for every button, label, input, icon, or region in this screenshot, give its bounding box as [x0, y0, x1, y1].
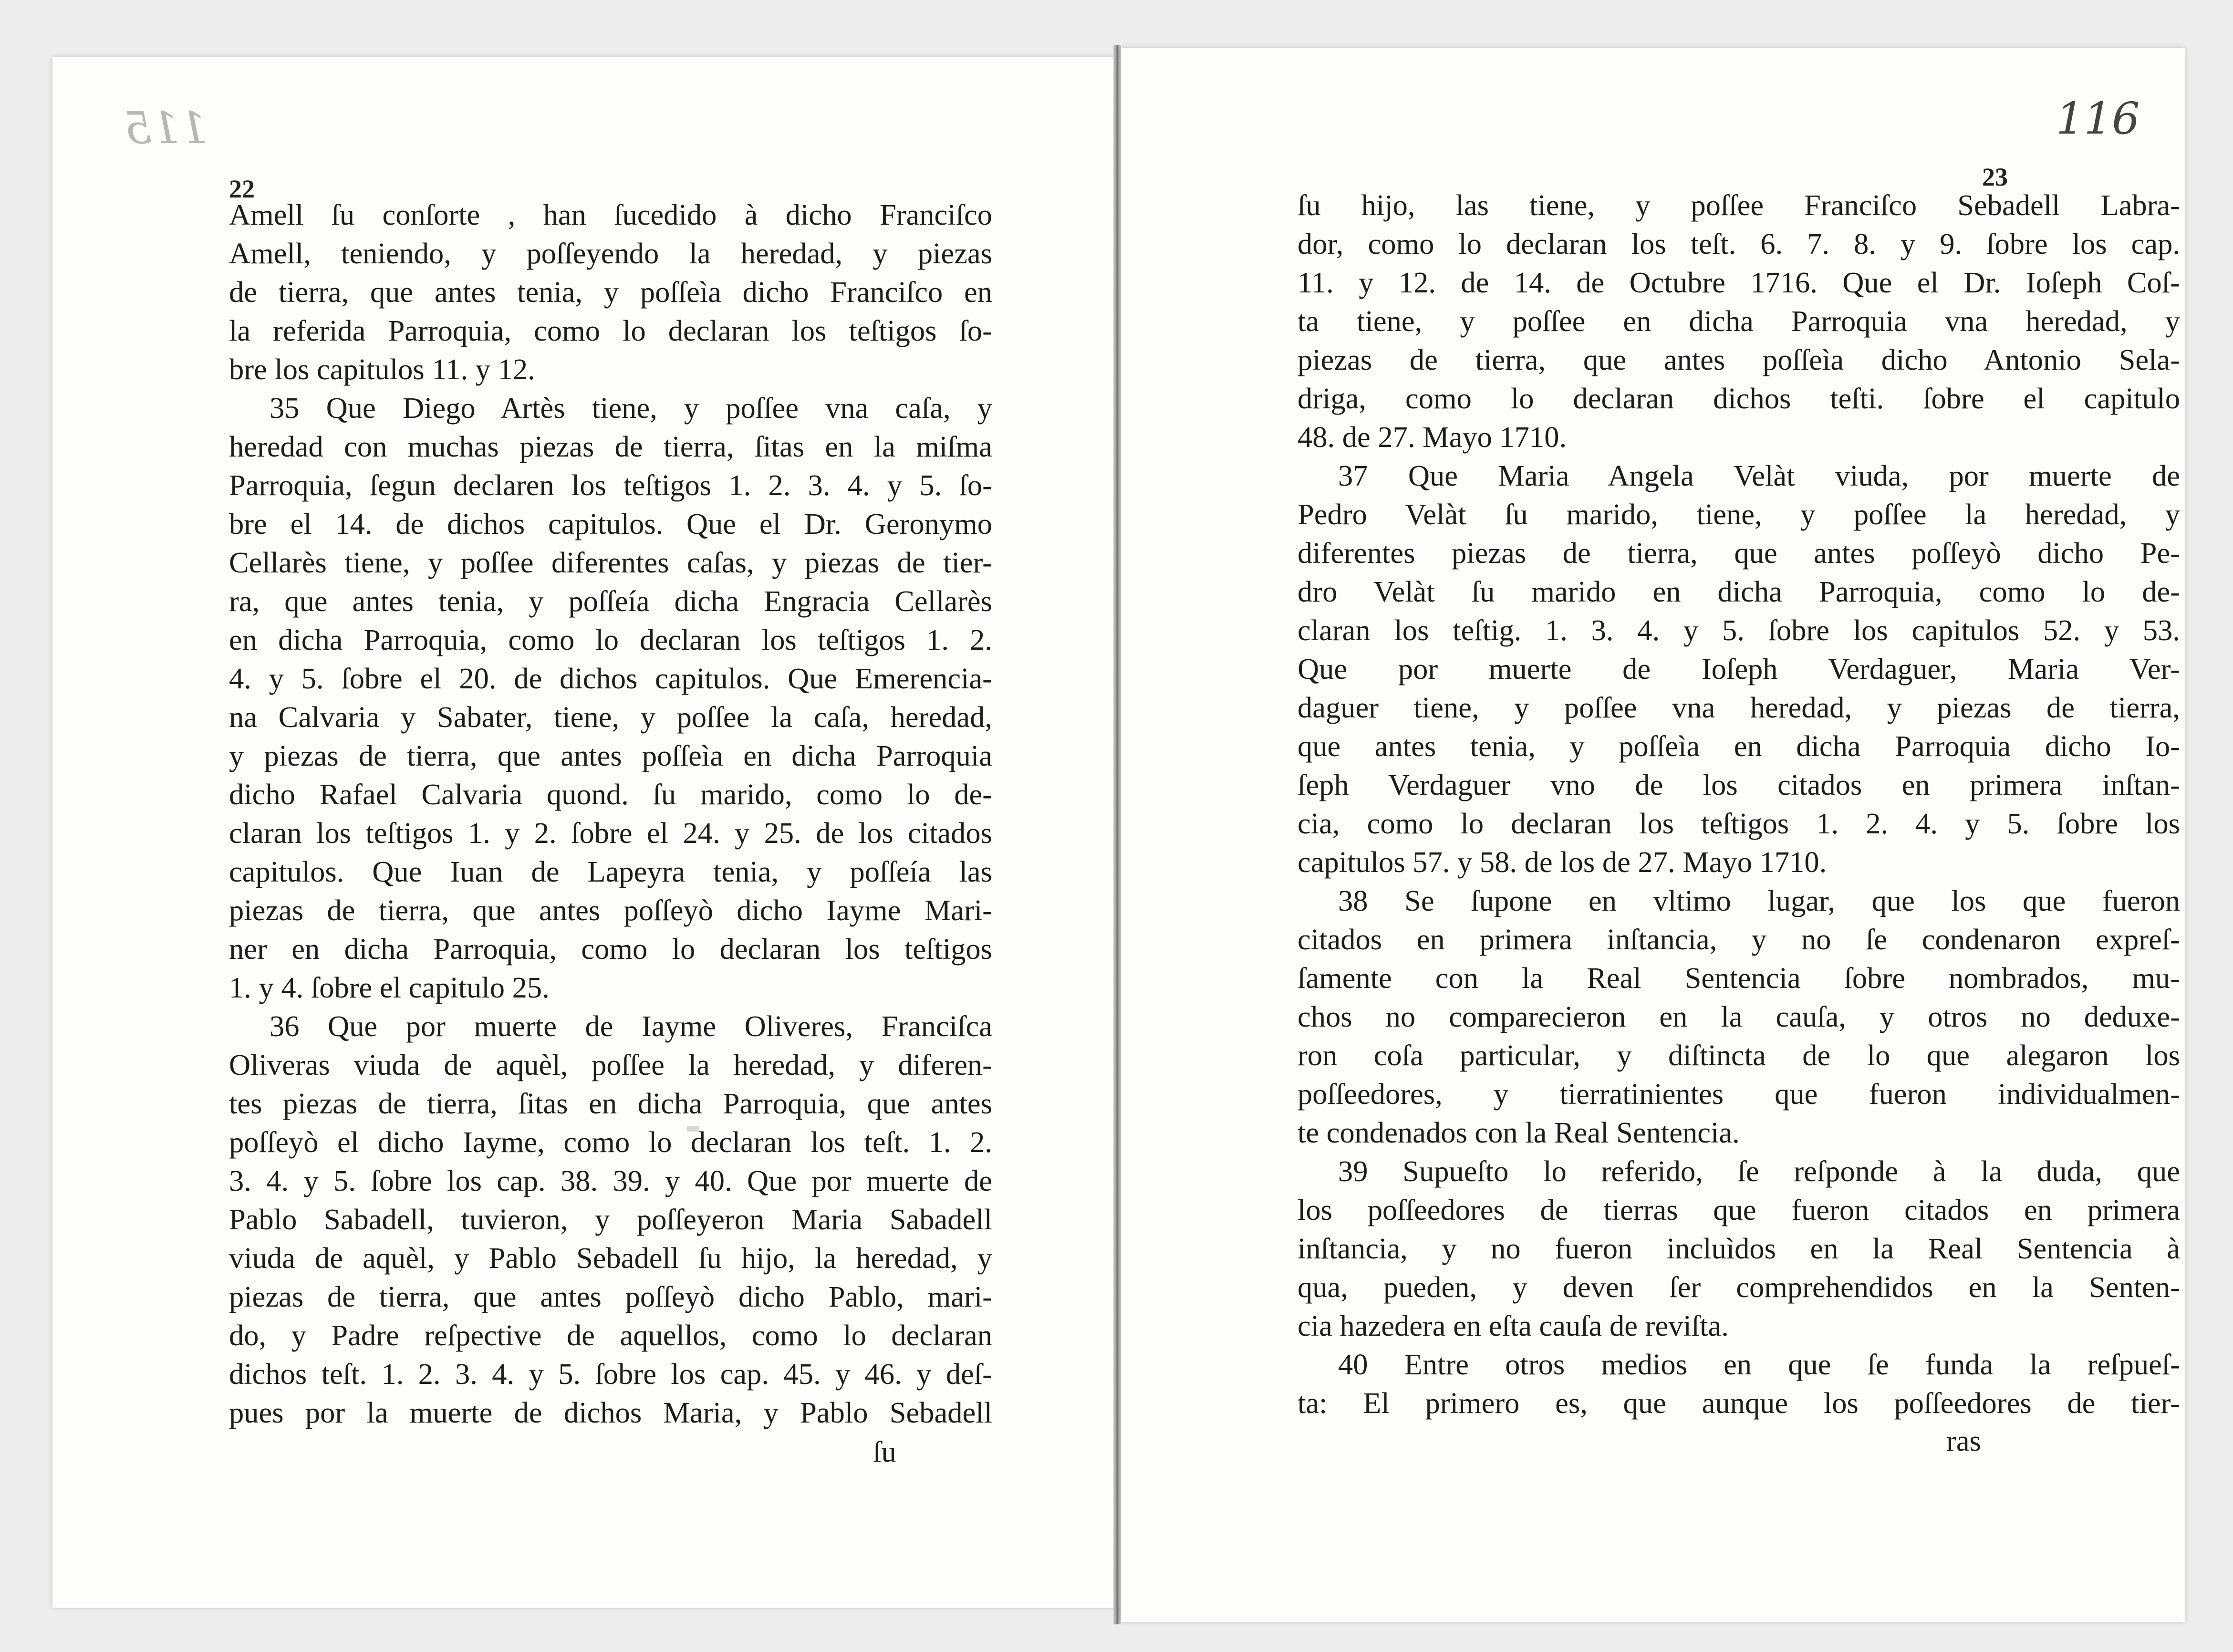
text-line: ta: El primero es, que aunque los poſſeedores de tier-: [1298, 1386, 2180, 1420]
text-line: cia, como lo declaran los teſtigos 1. 2. 4. y 5. ſobre los: [1298, 807, 2180, 840]
right-page: [1121, 48, 2185, 1622]
text-line: 1. y 4. ſobre el capitulo 25.: [229, 971, 550, 1004]
text-line: te condenados con la Real Sentencia.: [1298, 1116, 1740, 1149]
text-line: do, y Padre reſpective de aquellos, como lo declaran: [229, 1319, 992, 1352]
text-line: la referida Parroquia, como lo declaran los teſtigos ſo-: [229, 314, 992, 347]
text-line: Pedro Velàt ſu marido, tiene, y poſſee la heredad, y: [1298, 498, 2180, 531]
text-line: 4. y 5. ſobre el 20. de dichos capitulos. Que Emerencia-: [229, 662, 992, 695]
text-line: dichos teſt. 1. 2. 3. 4. y 5. ſobre los cap. 45. y 46. y deſ-: [229, 1357, 992, 1391]
paragraph-start: 36 Que por muerte de Iayme Oliveres, Franciſca: [270, 1009, 992, 1043]
text-line: inſtancia, y no fueron incluìdos en la Real Sentencia à: [1298, 1232, 2180, 1265]
text-line: heredad con muchas piezas de tierra, ſitas en la miſma: [229, 430, 992, 463]
text-line: qua, pueden, y deven ſer comprehendidos en la Senten-: [1298, 1270, 2180, 1304]
text-line: Parroquia, ſegun declaren los teſtigos 1. 2. 3. 4. y 5. ſo-: [229, 468, 992, 502]
text-line: y piezas de tierra, que antes poſſeìa en dicha Parroquia: [229, 739, 992, 772]
handwritten-folio-number: 116: [2056, 93, 2140, 144]
paragraph-start: 39 Supueſto lo referido, ſe reſponde à la duda, que: [1338, 1154, 2180, 1188]
text-line: tes piezas de tierra, ſitas en dicha Parroquia, que antes: [229, 1087, 992, 1120]
text-line: claran los teſtigos 1. y 2. ſobre el 24. y 25. de los citados: [229, 816, 992, 850]
text-line: los poſſeedores de tierras que fueron citados en primera: [1298, 1193, 2180, 1226]
text-line: Pablo Sabadell, tuvieron, y poſſeyeron Maria Sabadell: [229, 1203, 992, 1236]
text-line: de tierra, que antes tenia, y poſſeìa dicho Franciſco en: [229, 275, 992, 309]
text-line: poſſeedores, y tierratinientes que fueron individualmen-: [1298, 1077, 2180, 1111]
text-line: piezas de tierra, que antes poſſeyò dicho Iayme Mari-: [229, 894, 992, 927]
text-line: ſamente con la Real Sentencia ſobre nombrados, mu-: [1298, 961, 2180, 995]
left-page: [52, 57, 1116, 1608]
text-line: 3. 4. y 5. ſobre los cap. 38. 39. y 40. Que por muerte de: [229, 1164, 992, 1197]
text-line: cia hazedera en eſta cauſa de reviſta.: [1298, 1309, 1729, 1342]
text-line: chos no comparecieron en la cauſa, y otros no deduxe-: [1298, 1000, 2180, 1033]
text-line: ta tiene, y poſſee en dicha Parroquia vna heredad, y: [1298, 304, 2180, 338]
text-line: piezas de tierra, que antes poſſeyò dicho Pablo, mari-: [229, 1280, 992, 1313]
text-line: bre el 14. de dichos capitulos. Que el Dr. Geronymo: [229, 507, 992, 540]
text-line: Que por muerte de Ioſeph Verdaguer, Maria Ver-: [1298, 652, 2180, 686]
page-number: 23: [1982, 163, 2008, 191]
page-text: [229, 196, 992, 1432]
text-line: capitulos 57. y 58. de los de 27. Mayo 1710.: [1298, 845, 1827, 879]
text-line: ſeph Verdaguer vno de los citados en primera inſtan-: [1298, 768, 2180, 801]
text-line: Oliveras viuda de aquèl, poſſee la heredad, y diferen-: [229, 1048, 992, 1081]
catchword: ras: [1946, 1424, 1981, 1457]
text-line: dro Velàt ſu marido en dicha Parroquia, como lo de-: [1298, 575, 2180, 608]
text-line: diferentes piezas de tierra, que antes poſſeyò dicho Pe-: [1298, 536, 2180, 570]
page-text: [1298, 186, 2180, 1423]
text-line: 11. y 12. de 14. de Octubre 1716. Que el Dr. Ioſeph Coſ-: [1298, 266, 2180, 299]
text-line: en dicha Parroquia, como lo declaran los teſtigos 1. 2.: [229, 623, 992, 656]
text-line: driga, como lo declaran dichos teſti. ſobre el capitulo: [1298, 382, 2180, 415]
text-line: ron coſa particular, y diſtincta de lo que alegaron los: [1298, 1039, 2180, 1072]
text-line: dor, como lo declaran los teſt. 6. 7. 8. y 9. ſobre los cap.: [1298, 227, 2180, 260]
catchword: ſu: [873, 1435, 896, 1468]
paragraph-start: 40 Entre otros medios en que ſe funda la reſpueſ-: [1338, 1348, 2180, 1381]
text-line: que antes tenia, y poſſeìa en dicha Parroquia dicho Io-: [1298, 729, 2180, 763]
text-line: daguer tiene, y poſſee vna heredad, y piezas de tierra,: [1298, 691, 2180, 724]
text-line: capitulos. Que Iuan de Lapeyra tenia, y poſſeía las: [229, 855, 992, 888]
text-line: poſſeyò el dicho Iayme, como lo declaran los teſt. 1. 2.: [229, 1125, 992, 1159]
text-line: na Calvaria y Sabater, tiene, y poſſee la caſa, heredad,: [229, 700, 992, 734]
paragraph-start: 35 Que Diego Artès tiene, y poſſee vna caſa, y: [270, 391, 992, 425]
book-gutter: [1113, 45, 1121, 1624]
text-line: Amell ſu conſorte , han ſucedido à dicho Franciſco: [229, 198, 992, 231]
text-line: ra, que antes tenia, y poſſeía dicha Engracia Cellarès: [229, 584, 992, 618]
text-line: piezas de tierra, que antes poſſeìa dicho Antonio Sela-: [1298, 343, 2180, 376]
page-number: 22: [229, 175, 255, 203]
text-line: Amell, teniendo, y poſſeyendo la heredad, y piezas: [229, 237, 992, 270]
text-line: ſu hijo, las tiene, y poſſee Franciſco Sebadell Labra-: [1298, 188, 2180, 222]
handwritten-folio-number: 115: [124, 103, 208, 154]
text-line: bre los capitulos 11. y 12.: [229, 353, 535, 386]
paragraph-start: 37 Que Maria Angela Velàt viuda, por muerte de: [1338, 459, 2180, 492]
text-line: citados en primera inſtancia, y no ſe condenaron expreſ-: [1298, 923, 2180, 956]
text-line: Cellarès tiene, y poſſee diferentes caſas, y piezas de tier-: [229, 546, 992, 579]
text-line: ner en dicha Parroquia, como lo declaran los teſtigos: [229, 932, 992, 966]
text-line: claran los teſtig. 1. 3. 4. y 5. ſobre los capitulos 52. y 53.: [1298, 613, 2180, 647]
text-line: dicho Rafael Calvaria quond. ſu marido, como lo de-: [229, 778, 992, 811]
text-line: pues por la muerte de dichos Maria, y Pablo Sebadell: [229, 1396, 992, 1429]
text-line: viuda de aquèl, y Pablo Sebadell ſu hijo, la heredad, y: [229, 1241, 992, 1275]
text-line: 48. de 27. Mayo 1710.: [1298, 420, 1567, 454]
paragraph-start: 38 Se ſupone en vltimo lugar, que los que fueron: [1338, 884, 2180, 917]
